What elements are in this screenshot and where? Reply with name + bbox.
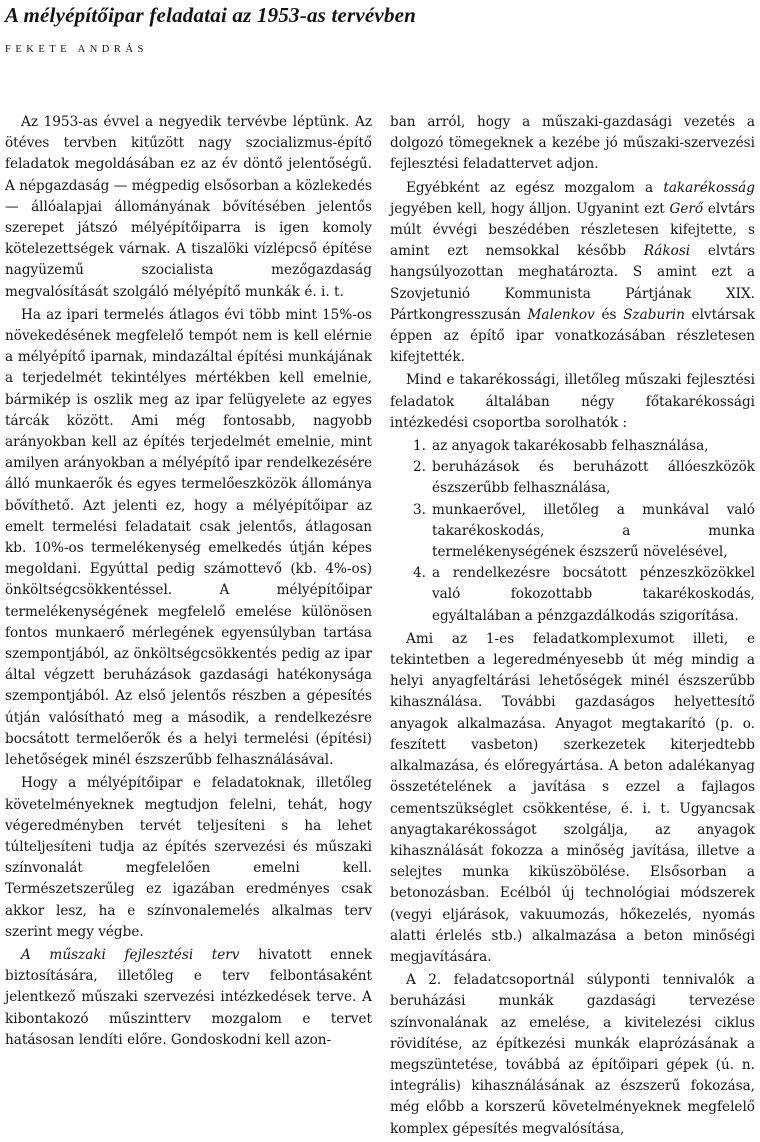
paragraph: Ami az 1-es feladatkomplexumot illeti, e tekintetben a legeredményesebb út még mindig a helyi anyagfeltárási lehetőségek minél észszerűbb kihasználása. További gazdaságos helyettesítő anyagok alkalmazása. Anyagot megtakarító (p. o. feszített vasbeton) szerkezetek kiterjedtebb alkalmazása, és előregyártása. A beton adalékanyag összetételének a javítása s ezzel a fajlagos cementszükséglet csökkentése, é. i. t. Ugyancsak anyagtakarékosságot szolgálja, az anyagok kihasználását fokozza a minőség javítása, illetve a selejtes munka kiküszöbölése. Elsősorban a betonozásban. Ecélból új technológiai módszerek (vegyi eljárások, vakuumozás, hőkezelés, nyomás alatti érlelés stb.) alkalmazása a beton minőségi megjavítására. — [390, 630, 755, 965]
paragraph-text: és — [594, 306, 624, 323]
paragraph-text: elvtársak éppen az építő ipar vonatkozásában részletesen kifejtették. — [390, 306, 755, 366]
emphasis-text: Gerő — [669, 200, 704, 217]
paragraph — [5, 945, 372, 1051]
left-column — [5, 112, 372, 1053]
list-item — [390, 563, 755, 627]
emphasis-text: Szaburin — [623, 306, 685, 323]
list-text: munkaerővel, illetőleg a munkával való takarékoskodás, a munka termelékenységének észszerű növelésével, — [432, 501, 755, 561]
paragraph-text: hivatott ennek biztosítására, illetőleg e terv felbontásaként jelentkező műszaki szervezési intézkedések terve. A kibontakozó műszintterv mozgalom e tervet hatásosan lendíti előre. Gondoskodni kell azon- — [5, 946, 372, 1048]
list-number: 1. — [413, 438, 426, 455]
paragraph — [390, 178, 755, 369]
paragraph: Mind e takarékossági, illetőleg műszaki fejlesztési feladatok általában négy főtakarékossági intézkedési csoportba sorolhatók : — [390, 372, 755, 431]
emphasis-text: Rákosi — [643, 243, 691, 260]
paragraph-text: elvtárs hangsúlyozottan meghatározta. S amint ezt a Szovjetunió Kommunista Pártjának XIX. Pártkongresszusán — [390, 243, 755, 323]
emphasis-text: Malenkov — [527, 306, 595, 323]
list-item — [390, 436, 755, 457]
article-author: FEKETE ANDRÁS — [5, 44, 148, 55]
emphasis-text: A műszaki fejlesztési terv — [21, 946, 240, 963]
measure-list — [390, 436, 755, 627]
right-column — [390, 112, 755, 1142]
list-text: beruházások és beruházott állóeszközök észszerűbb felhasználása, — [432, 459, 755, 497]
list-text: a rendelkezésre bocsátott pénzeszközökkel való fokozottabb takarékoskodás, egyáltalában a pénzgazdálkodás szigorítása. — [432, 565, 755, 624]
paragraph-text: Egyébként az egész mozgalom a — [406, 179, 664, 196]
list-text: az anyagok takarékosabb felhasználása, — [432, 438, 709, 455]
paragraph: ban arról, hogy a műszaki-gazdasági vezetés a dolgozó tömegeknek a kezébe jó műszaki-szervezési fejlesztési feladattervet adjon. — [390, 114, 755, 173]
list-number: 4. — [413, 565, 426, 582]
list-number: 2. — [413, 459, 426, 476]
emphasis-text: takarékosság — [663, 179, 755, 196]
paragraph: Hogy a mélyépítőipar e feladatoknak, illetőleg követelményeknek megtudjon felelni, tehát, hogy végeredményben tervét teljesíteni s ha lehet túlteljesíteni tudja az építés szervezési és műszaki színvonalát megfelelően emelni kell. Természetszerűleg ez igazában eredményes csak akkor lesz, ha e színvonalemelés alkalmas terv szerint megy végbe. — [5, 775, 372, 940]
paragraph: Ha az ipari termelés átlagos évi több mint 15%-os növekedésének megfelelő tempót nem is kell elérnie a mélyépítő iparnak, mindazáltal építési munkájának a terjedelmét tekintélyes mértékben kell emelnie, bármikép is oszlik meg az ipar felügyelete az egyes tárcák között. Ami még fontosabb, nagyobb arányokban kell az építés terjedelmét emelnie, mint amilyen arányokban a mélyépítő ipar rendelkezésére álló munkaerők és egyes termelőeszközök állománya bővíthető. Azt jelenti ez, hogy a mélyépítőipar az emelt termelési feladatait csak jelentős, átlagosan kb. 10%-os termelékenység emelkedés útján képes megoldani. Egyúttal pedig számottevő (kb. 4%-os) önköltségcsökkentéssel. A mélyépítőipar termelékenységének megfelelő emelése különösen fontos munkaerő mérlegének egyensúlyban tartása szempontjából, az önköltségcsökkentés pedig az ipar által végzett beruházások gazdasági hatékonysága szempontjából. Az első jelentős részben a gépesítés útján valósítható meg a második, a rendelkezésre bocsátott termelőerők és a helyi termelési (építési) lehetőségek minél észszerűbb felhasználásával. — [5, 306, 372, 769]
paragraph-text: elvtárs múlt évvégi beszédében részletesen kifejtette, s amint ezt nemsokkal később — [390, 200, 755, 260]
paragraph: A 2. feladatcsoportnál súlyponti tennivalók a beruházási munkák gazdasági tervezése színvonalának az emelése, a kivitelezési ciklus rövidítése, az építkezési munkák elaprózásának a megszüntetése, továbbá az építőipari gépek (ú. n. integrális) kihasználásának az észszerű fokozása, még előbb a korszerű követelményeknek megfelelő komplex gépesítés megvalósítása, — [390, 972, 755, 1137]
list-item — [390, 500, 755, 564]
paragraph: Az 1953-as évvel a negyedik tervévbe léptünk. Az ötéves tervben kitűzött nagy szocializmus-építő feladatok megoldásában ez az év döntő jelentőségű. A népgazdaság — mégpedig elsősorban a közlekedés — állóalapjai állományának bővítésében jelentős szerepet játszó mélyépítőiparra is igen komoly kötelezettségek várnak. A tiszalöki vízlépcső építése nagyüzemű szocialista mezőgazdaság megvalósítását szolgáló mélyépítő munkák é. i. t. — [5, 114, 372, 300]
paragraph-text: jegyében kell, hogy álljon. Ugyanint ezt — [390, 200, 670, 217]
list-item — [390, 457, 755, 499]
list-number: 3. — [413, 501, 426, 518]
article-title: A mélyépítőipar feladatai az 1953-as tervévben — [5, 3, 417, 27]
